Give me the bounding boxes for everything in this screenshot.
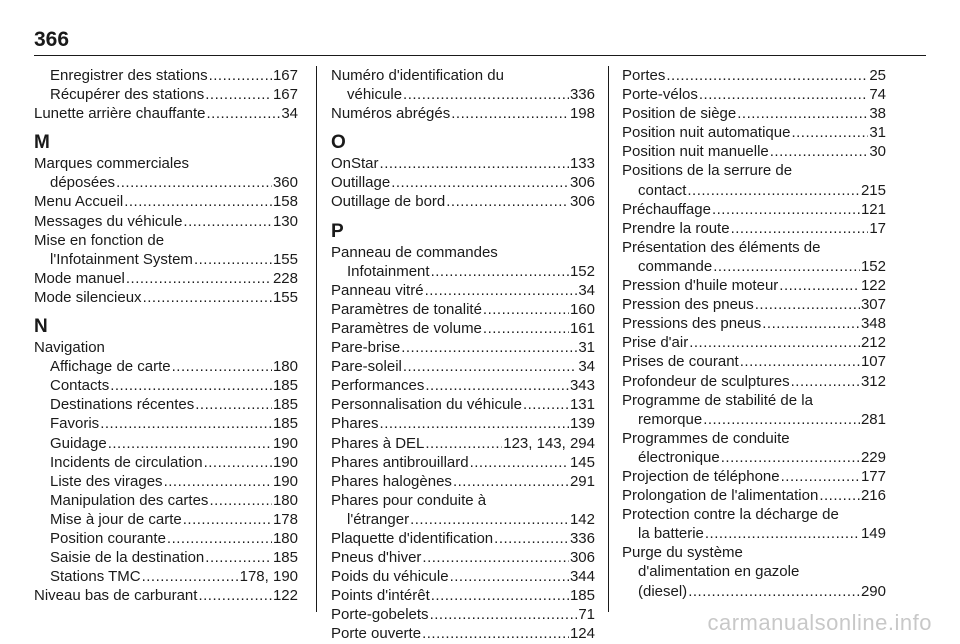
index-subentry: Guidage ..... 190 <box>34 434 298 453</box>
index-entry: Position nuit manuelle ..... 30 <box>622 142 886 161</box>
index-entry-heading: Marques commerciales <box>34 155 190 173</box>
index-entry: Pneus d'hiver ..... 306 <box>331 548 595 567</box>
index-column-2 <box>331 66 595 644</box>
index-entry: Prises de courant ..... 107 <box>622 352 886 371</box>
index-entry: Outillage de bord ..... 306 <box>331 192 595 211</box>
index-entry-heading: Purge du système <box>622 544 743 562</box>
index-entry: véhicule ..... 336 <box>331 85 595 104</box>
index-subentry: Destinations récentes ..... 185 <box>34 395 298 414</box>
index-subentry: Manipulation des cartes ..... 180 <box>34 491 298 510</box>
index-entry: la batterie ..... 149 <box>622 524 886 543</box>
index-entry: Portes ..... 25 <box>622 66 886 85</box>
index-entry: Enregistrer des stations ..... 167 <box>34 66 298 85</box>
index-entry: Paramètres de tonalité ..... 160 <box>331 300 595 319</box>
index-entry: Poids du véhicule ..... 344 <box>331 567 595 586</box>
index-entry: Mode manuel ..... 228 <box>34 269 298 288</box>
index-entry: Pare-brise ..... 31 <box>331 338 595 357</box>
index-entry: Niveau bas de carburant ..... 122 <box>34 586 298 605</box>
index-entry: Phares à DEL ..... 123, 143, 294 <box>331 434 595 453</box>
index-entry: Prise d'air ..... 212 <box>622 333 886 352</box>
index-entry: Projection de téléphone ..... 177 <box>622 467 886 486</box>
index-entry: Pression d'huile moteur ..... 122 <box>622 276 886 295</box>
index-entry: Paramètres de volume ..... 161 <box>331 319 595 338</box>
index-entry: Position de siège ..... 38 <box>622 104 886 123</box>
index-entry: Profondeur de sculptures ..... 312 <box>622 372 886 391</box>
index-subentry: Mise à jour de carte ..... 178 <box>34 510 298 529</box>
index-entry: Numéros abrégés ..... 198 <box>331 104 595 123</box>
index-entry-heading: Programmes de conduite <box>622 429 790 447</box>
index-entry: Infotainment ..... 152 <box>331 262 595 281</box>
index-subentry: Favoris ..... 185 <box>34 414 298 433</box>
index-entry: Mode silencieux ..... 155 <box>34 288 298 307</box>
index-column-1 <box>34 66 298 605</box>
header-rule <box>34 55 926 56</box>
index-entry-continuation: d'alimentation en gazole <box>638 563 800 581</box>
index-entry-heading: Mise en fonction de <box>34 231 165 249</box>
index-entry: Outillage ..... 306 <box>331 173 595 192</box>
index-entry: Lunette arrière chauffante ..... 34 <box>34 104 298 123</box>
index-entry: remorque ..... 281 <box>622 410 886 429</box>
index-entry: Porte ouverte ..... 124 <box>331 624 595 643</box>
index-entry: Pressions des pneus ..... 348 <box>622 314 886 333</box>
section-letter: M <box>34 132 50 154</box>
index-entry-heading: Numéro d'identification du <box>331 67 504 84</box>
index-subentry: Saisie de la destination ..... 185 <box>34 548 298 567</box>
index-entry-heading: Panneau de commandes <box>331 243 498 261</box>
index-entry: Points d'intérêt ..... 185 <box>331 586 595 605</box>
index-entry: OnStar ..... 133 <box>331 154 595 173</box>
index-entry-heading: Programme de stabilité de la <box>622 391 813 409</box>
index-entry: Porte-vélos ..... 74 <box>622 85 886 104</box>
index-entry: Prendre la route ..... 17 <box>622 219 886 238</box>
index-entry: électronique ..... 229 <box>622 448 886 467</box>
index-entry: contact ..... 215 <box>622 181 886 200</box>
index-entry: Récupérer des stations ..... 167 <box>34 85 298 104</box>
index-entry-heading: Phares pour conduite à <box>331 491 487 509</box>
index-entry: Phares antibrouillard ..... 145 <box>331 453 595 472</box>
section-letter: P <box>331 220 344 242</box>
watermark: carmanualsonline.info <box>707 610 932 635</box>
index-entry: l'Infotainment System ..... 155 <box>34 250 298 269</box>
index-entry: Menu Accueil ..... 158 <box>34 192 298 211</box>
index-subentry: Incidents de circulation ..... 190 <box>34 453 298 472</box>
index-entry: Phares halogènes ..... 291 <box>331 472 595 491</box>
index-subentry: Stations TMC ..... 178, 190 <box>34 567 298 586</box>
index-subentry: Position courante ..... 180 <box>34 529 298 548</box>
section-letter: N <box>34 316 48 338</box>
index-entry: (diesel) ..... 290 <box>622 582 886 601</box>
index-entry: déposées ..... 360 <box>34 173 298 192</box>
index-entry-heading: Présentation des éléments de <box>622 238 821 256</box>
index-entry: Plaquette d'identification ..... 336 <box>331 529 595 548</box>
index-entry: Position nuit automatique ..... 31 <box>622 123 886 142</box>
section-letter: O <box>331 132 346 154</box>
index-entry: Performances ..... 343 <box>331 376 595 395</box>
page-number: 366 <box>34 28 70 51</box>
index-entry: Personnalisation du véhicule ..... 131 <box>331 395 595 414</box>
index-subentry: Contacts ..... 185 <box>34 376 298 395</box>
index-entry: Panneau vitré ..... 34 <box>331 281 595 300</box>
index-entry-heading: Protection contre la décharge de <box>622 506 839 524</box>
index-entry: Pression des pneus ..... 307 <box>622 295 886 314</box>
index-entry-heading: Navigation <box>34 339 105 357</box>
index-entry: Porte-gobelets ..... 71 <box>331 605 595 624</box>
index-entry: Messages du véhicule ..... 130 <box>34 212 298 231</box>
index-entry: commande ..... 152 <box>622 257 886 276</box>
index-entry: Préchauffage ..... 121 <box>622 200 886 219</box>
index-entry: Pare-soleil ..... 34 <box>331 357 595 376</box>
index-subentry: Affichage de carte ..... 180 <box>34 357 298 376</box>
index-entry-heading: Positions de la serrure de <box>622 162 793 180</box>
index-column-3 <box>622 66 886 601</box>
index-subentry: Liste des virages ..... 190 <box>34 472 298 491</box>
index-entry: Prolongation de l'alimentation ..... 216 <box>622 486 886 505</box>
index-entry: Phares ..... 139 <box>331 414 595 433</box>
index-entry: l'étranger ..... 142 <box>331 510 595 529</box>
column-divider <box>316 66 317 612</box>
column-divider <box>608 66 609 612</box>
